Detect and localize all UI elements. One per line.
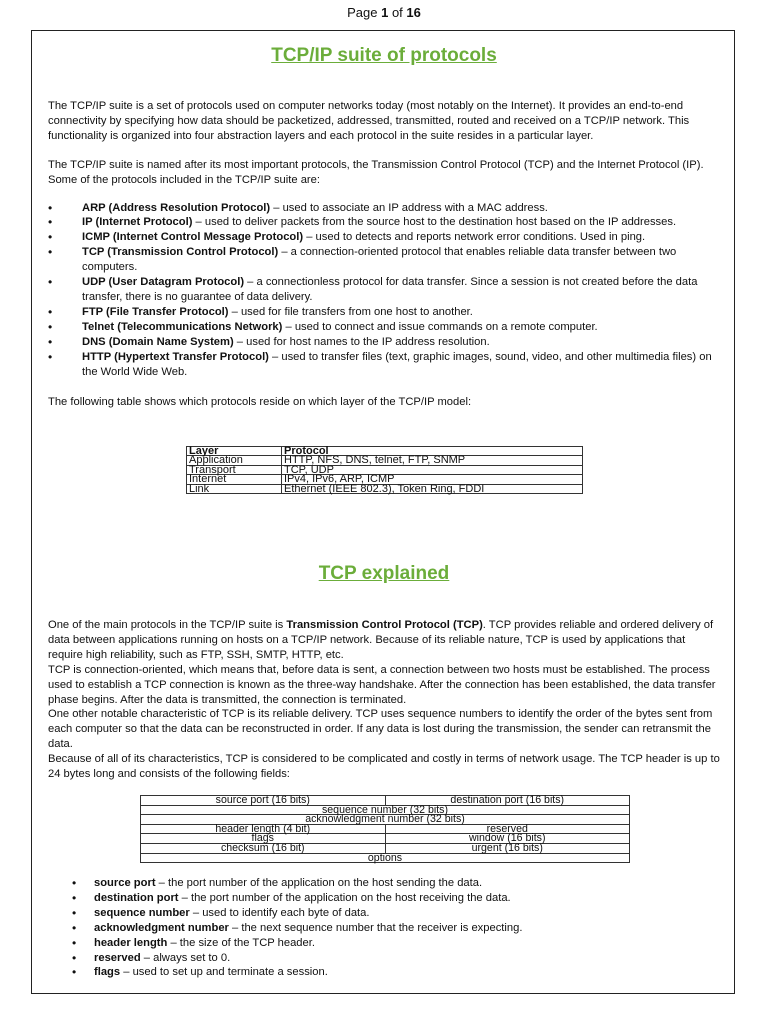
field-list	[72, 876, 712, 980]
fields-section	[72, 876, 712, 980]
table-row	[141, 834, 630, 844]
field-desc: – the next sequence number that the receiver is expecting.	[228, 921, 523, 934]
field-name: sequence number	[94, 906, 190, 919]
protocol-name: UDP (User Datagram Protocol)	[82, 276, 245, 289]
protocol-desc: – used to detects and reports network error conditions. Used in ping.	[303, 231, 646, 244]
layer-table	[186, 446, 583, 494]
field-desc: – the size of the TCP header.	[167, 936, 315, 949]
tcp-p1-bold: Transmission Control Protocol (TCP)	[286, 619, 483, 631]
list-item	[72, 891, 712, 906]
table-cell: HTTP, NFS, DNS, telnet, FTP, SNMP	[282, 456, 583, 465]
section-title-tcpip: TCP/IP suite of protocols	[271, 45, 497, 66]
list-item	[72, 921, 712, 936]
list-item	[48, 245, 720, 275]
page-total: 16	[406, 5, 421, 20]
table-cell: Application	[187, 456, 282, 465]
table-cell: header length (4 bit)	[141, 824, 386, 834]
intro-section	[48, 99, 720, 410]
table-header: Protocol	[282, 447, 583, 456]
tcp-section	[48, 618, 720, 782]
table-cell: Link	[187, 484, 282, 493]
table-cell: Ethernet (IEEE 802.3), Token Ring, FDDI	[282, 484, 583, 493]
protocol-name: ARP (Address Resolution Protocol)	[82, 201, 271, 214]
table-cell: sequence number (32 bits)	[141, 805, 630, 815]
table-row	[141, 853, 630, 863]
table-cell: flags	[141, 834, 386, 844]
tcp-paragraph-3: One other notable characteristic of TCP is its reliable delivery. TCP uses sequence numbers to identify the order of the bytes sent from each computer so that the data can be reconstructed in order. If any data is lost during the transmission, the sender can retransmit the data.	[48, 708, 713, 751]
table-cell: reserved	[385, 824, 630, 834]
field-name: flags	[94, 966, 121, 979]
list-item	[48, 275, 720, 305]
tcp-paragraph-4: Because of all of its characteristics, TCP is considered to be complicated and costly in terms of network usage. The TCP header is up to 24 bytes long and consists of the following fields:	[48, 753, 720, 781]
protocol-desc: – a connection-oriented protocol that enables reliable data transfer between two computers.	[82, 246, 677, 274]
tcp-header-table	[140, 795, 630, 863]
protocol-name: HTTP (Hypertext Transfer Protocol)	[82, 350, 269, 363]
field-desc: – the port number of the application on the host receiving the data.	[178, 891, 511, 904]
protocol-desc: – used for file transfers from one host to another.	[228, 305, 473, 318]
list-item	[48, 215, 720, 230]
list-item	[48, 305, 720, 320]
list-item	[72, 965, 712, 980]
section-title-tcp: TCP explained	[318, 563, 450, 584]
page-of: of	[388, 5, 407, 20]
table-row	[187, 484, 583, 493]
list-item	[72, 936, 712, 951]
field-desc: – used to set up and terminate a session.	[120, 966, 328, 979]
list-item	[48, 320, 720, 335]
table-row	[187, 456, 583, 465]
table-row	[141, 824, 630, 834]
protocol-name: FTP (File Transfer Protocol)	[82, 305, 229, 318]
intro-paragraph-1: The TCP/IP suite is a set of protocols used on computer networks today (most notably on the Internet). It provides an end-to-end connectivity by specifying how data should be packetized, addressed, transmitted, routed and received on a TCP/IP network. This functionality is organized into four abstraction layers and each protocol in the suite resides in a particular layer.	[48, 100, 690, 142]
protocol-desc: – used to deliver packets from the source host to the destination host based on the IP addresses.	[192, 216, 677, 229]
list-item	[72, 951, 712, 966]
protocol-list	[48, 201, 720, 380]
tcp-paragraph-1	[48, 618, 720, 663]
table-header: Layer	[187, 447, 282, 456]
protocol-name: DNS (Domain Name System)	[82, 335, 234, 348]
field-desc: – used to identify each byte of data.	[189, 906, 370, 919]
page-number	[0, 5, 768, 20]
table-intro: The following table shows which protocols reside on which layer of the TCP/IP model:	[48, 396, 472, 409]
protocol-desc: – used to transfer files (text, graphic images, sound, video, and other multimedia files) on the World Wide Web.	[82, 350, 712, 378]
page-current: 1	[381, 5, 389, 20]
field-name: reserved	[94, 951, 141, 964]
table-cell: Transport	[187, 465, 282, 474]
list-item	[48, 201, 720, 216]
table-cell: checksum (16 bit)	[141, 843, 386, 853]
protocol-desc: – used to associate an IP address with a MAC address.	[270, 201, 548, 214]
list-item	[72, 876, 712, 891]
field-desc: – always set to 0.	[140, 951, 231, 964]
table-cell: Internet	[187, 475, 282, 484]
tcp-paragraph-2: TCP is connection-oriented, which means that, before data is sent, a connection between two hosts must be established. The process used to establish a TCP connection is known as the three-way handshake. After the connection has been established, the data transfer phase begins. After the data is transmitted, the connection is terminated.	[48, 663, 716, 706]
field-name: header length	[94, 936, 168, 949]
protocol-name: Telnet (Telecommunications Network)	[82, 320, 283, 333]
list-item	[48, 335, 720, 350]
field-name: source port	[94, 877, 156, 889]
tcp-p1-lead: One of the main protocols in the TCP/IP suite is	[48, 619, 287, 631]
field-name: acknowledgment number	[94, 921, 229, 934]
page-label: Page	[347, 5, 382, 20]
protocol-name: TCP (Transmission Control Protocol)	[82, 246, 279, 259]
list-item	[72, 906, 712, 921]
protocol-name: ICMP (Internet Control Message Protocol)	[82, 231, 304, 244]
table-cell: source port (16 bits)	[141, 796, 386, 806]
list-item	[48, 230, 720, 245]
page-frame	[31, 30, 735, 994]
table-row	[141, 815, 630, 825]
tcp-p1-rest: . TCP provides reliable and ordered delivery of data between applications running on hosts on a TCP/IP network. Because of its reliable nature, TCP is used by applications that require high reliability, such as FTP, SSH, SMTP, HTTP, etc.	[48, 619, 714, 661]
table-cell: TCP, UDP	[282, 465, 583, 474]
protocol-desc: – used for host names to the IP address resolution.	[233, 335, 490, 348]
list-item	[48, 350, 720, 380]
table-cell: options	[141, 853, 630, 863]
table-cell: acknowledgment number (32 bits)	[141, 815, 630, 825]
field-desc: – the port number of the application on the host sending the data.	[155, 877, 483, 889]
field-name: destination port	[94, 891, 179, 904]
intro-paragraph-2: The TCP/IP suite is named after its most important protocols, the Transmission Control Protocol (TCP) and the Internet Protocol (IP). Some of the protocols included in the TCP/IP suite are:	[48, 158, 704, 186]
table-cell: IPv4, IPv6, ARP, ICMP	[282, 475, 583, 484]
protocol-desc: – a connectionless protocol for data transfer. Since a session is not created before the data transfer, there is no guarantee of data delivery.	[82, 276, 698, 303]
table-cell: destination port (16 bits)	[385, 796, 630, 806]
protocol-desc: – used to connect and issue commands on a remote computer.	[282, 320, 598, 333]
protocol-name: IP (Internet Protocol)	[82, 216, 193, 229]
table-cell: window (16 bits)	[385, 834, 630, 844]
table-cell: urgent (16 bits)	[385, 843, 630, 853]
